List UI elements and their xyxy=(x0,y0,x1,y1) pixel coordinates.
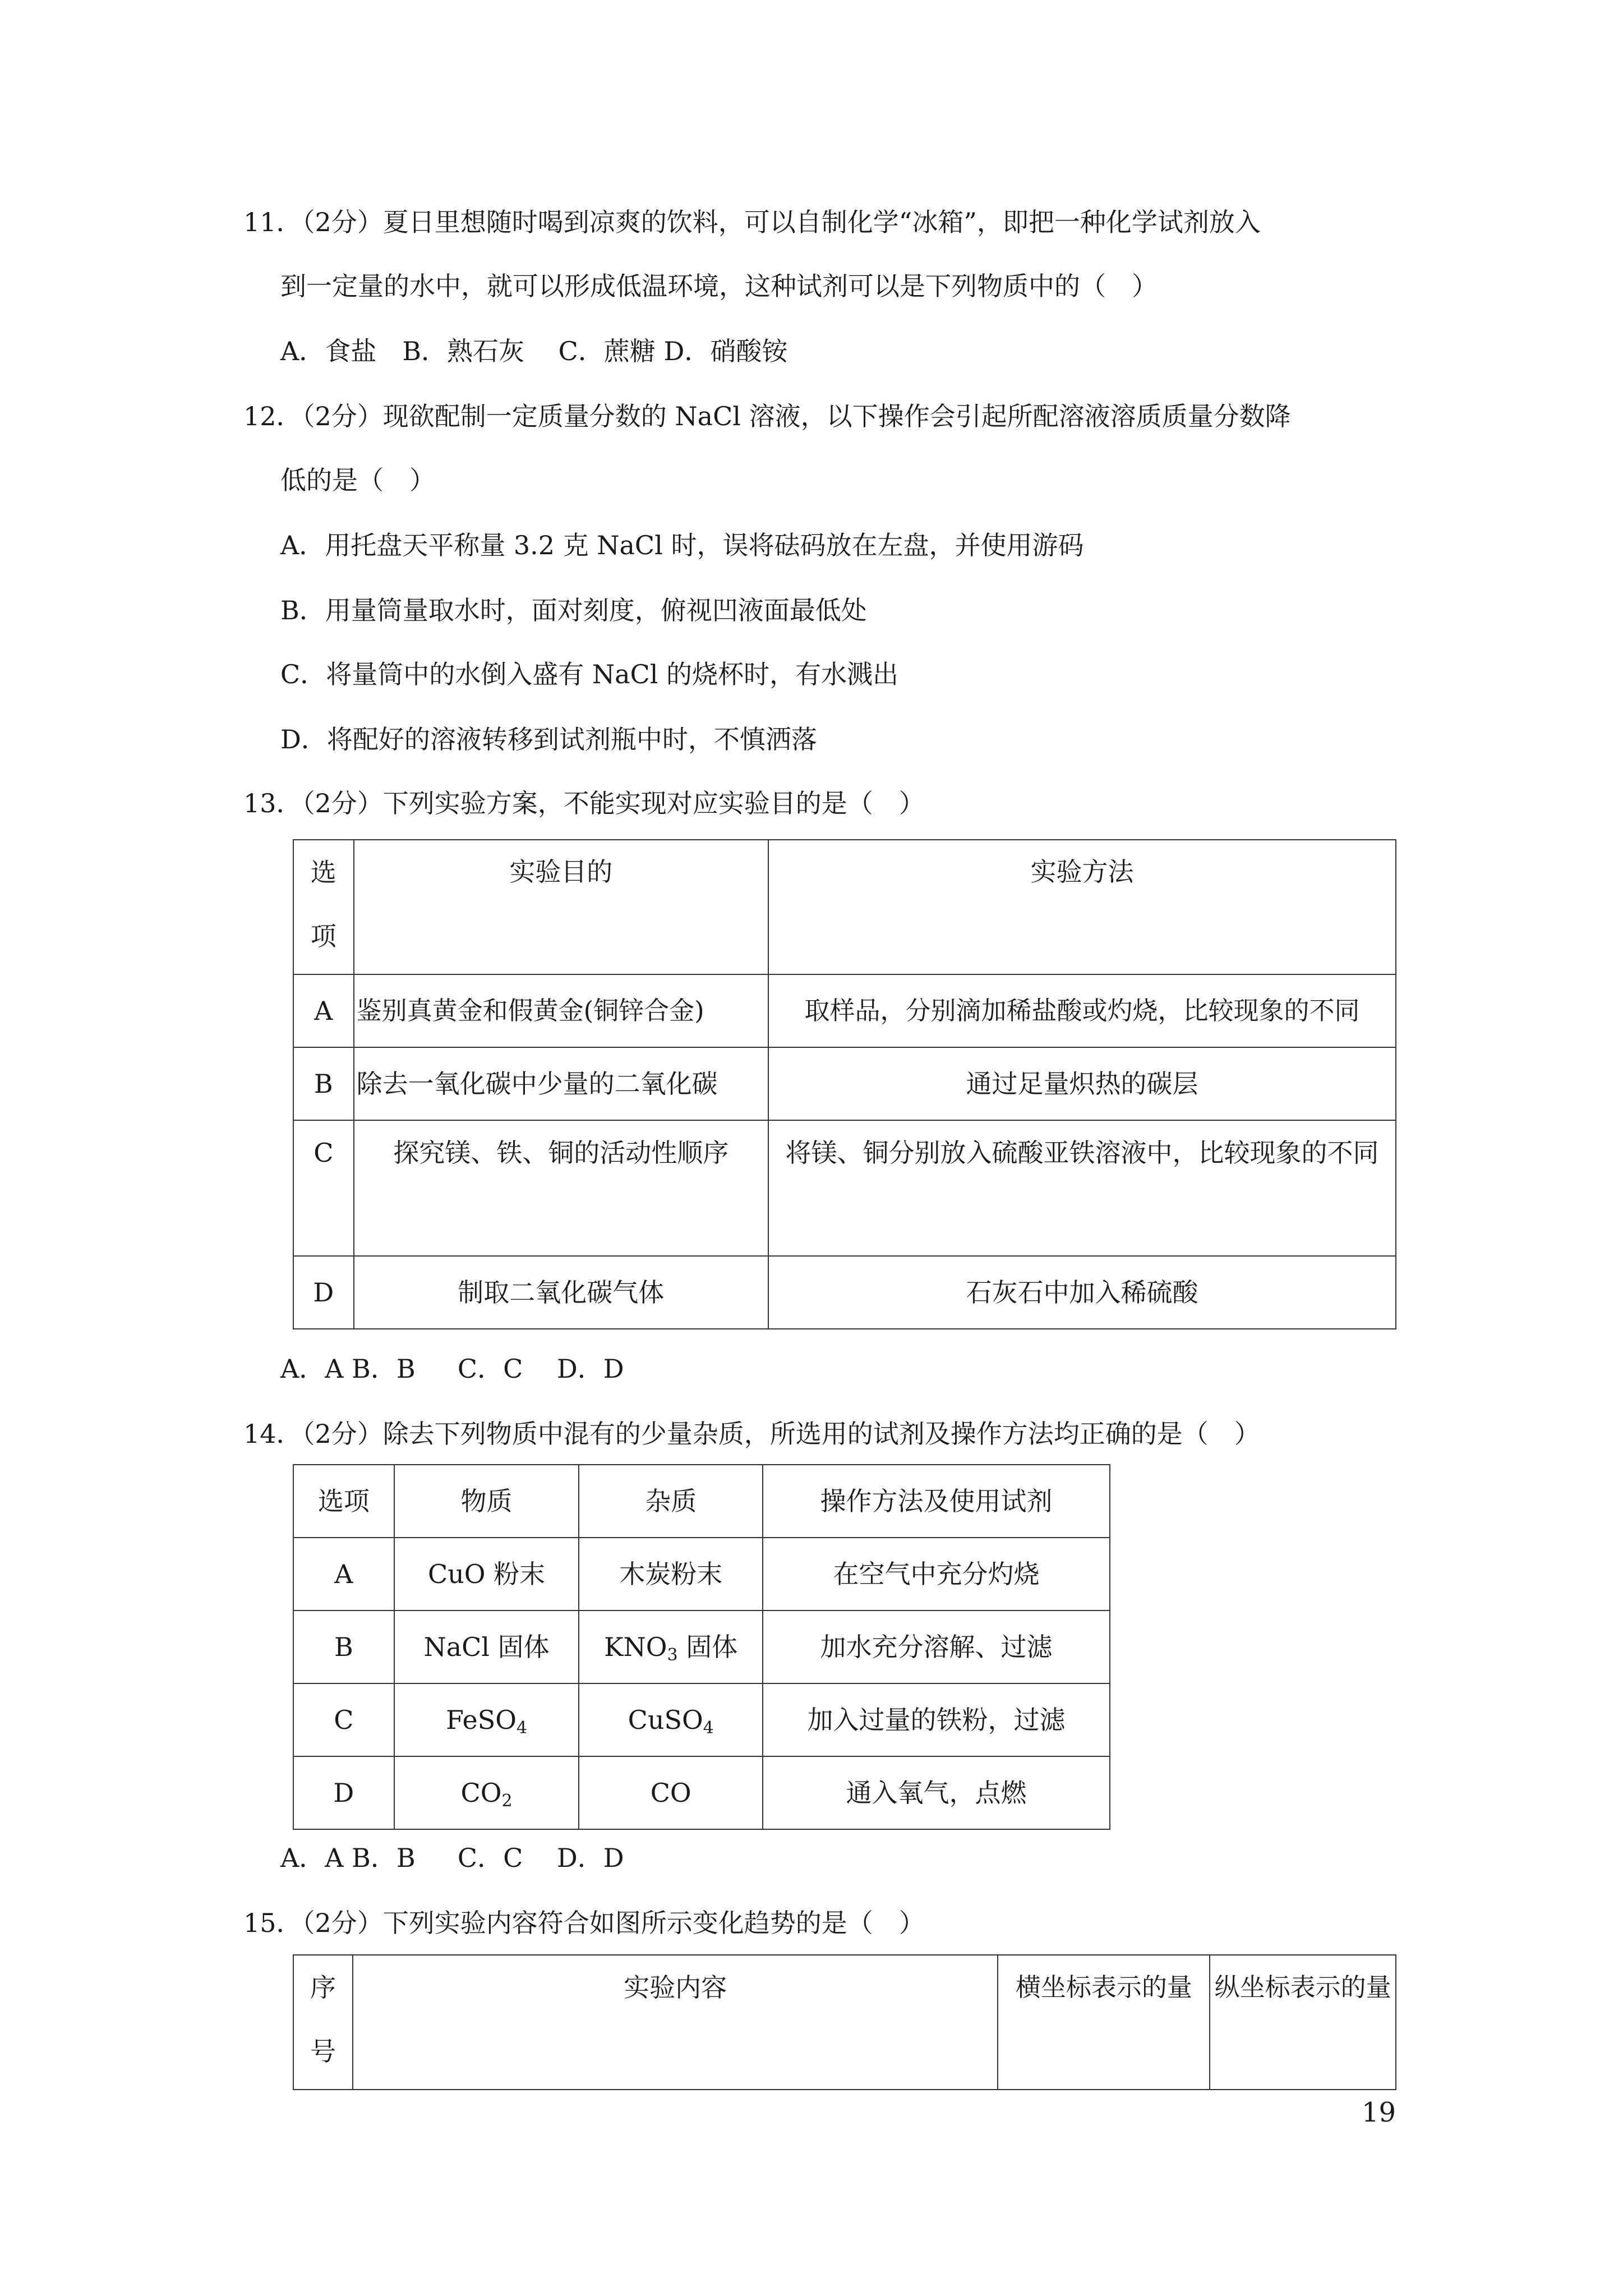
cell-option: D xyxy=(293,1256,354,1329)
q13-stem: 13．（2分）下列实验方案，不能实现对应实验目的是（ ） xyxy=(243,788,925,818)
cell-substance: CuO 粉末 xyxy=(394,1538,579,1611)
cell-purpose: 鉴别真黄金和假黄金(铜锌合金) xyxy=(354,974,768,1047)
q11-line1: 11．（2分）夏日里想随时喝到凉爽的饮料，可以自制化学“冰箱”，即把一种化学试剂放入 xyxy=(243,207,1261,237)
q15-table xyxy=(293,1954,1396,2090)
header-y-quantity: 纵坐标表示的量 xyxy=(1210,1955,1396,2090)
q13-table xyxy=(293,839,1396,1329)
header-impurity: 杂质 xyxy=(579,1465,763,1538)
table-row xyxy=(293,1756,1110,1829)
table-row xyxy=(293,1683,1110,1756)
q11-line2: 到一定量的水中，就可以形成低温环境，这种试剂可以是下列物质中的（ ） xyxy=(280,271,1158,301)
header-option: 选项 xyxy=(293,1465,394,1538)
header-purpose: 实验目的 xyxy=(354,840,768,974)
cell-option: D xyxy=(293,1756,394,1829)
cell-method: 加水充分溶解、过滤 xyxy=(763,1611,1110,1683)
q12-option-a: A．用托盘天平称量 3.2 克 NaCl 时，误将砝码放在左盘，并使用游码 xyxy=(280,530,1084,560)
cell-substance: NaCl 固体 xyxy=(394,1611,579,1683)
cell-impurity: CuSO$_4$ xyxy=(579,1683,763,1756)
cell-method: 加入过量的铁粉，过滤 xyxy=(763,1683,1110,1756)
cell-option: C xyxy=(293,1120,354,1256)
page-number: 19 xyxy=(1362,2097,1396,2128)
cell-option: B xyxy=(293,1047,354,1120)
cell-option: B xyxy=(293,1611,394,1683)
cell-substance: FeSO$_4$ xyxy=(394,1683,579,1756)
cell-impurity: $KNO_3$ 固体 xyxy=(579,1611,763,1683)
q14-options: A．A B．B C．C D．D xyxy=(280,1843,624,1873)
cell-method: 将镁、铜分别放入硫酸亚铁溶液中，比较现象的不同 xyxy=(768,1120,1396,1256)
header-method: 操作方法及使用试剂 xyxy=(763,1465,1110,1538)
header-x-quantity: 横坐标表示的量 xyxy=(998,1955,1210,2090)
header-number: 序号 xyxy=(293,1955,353,2090)
table-row xyxy=(293,1611,1110,1683)
table-row xyxy=(293,840,1396,974)
table-row xyxy=(293,1955,1396,2090)
table-row xyxy=(293,1256,1396,1329)
cell-purpose: 探究镁、铁、铜的活动性顺序 xyxy=(354,1120,768,1256)
cell-purpose: 除去一氧化碳中少量的二氧化碳 xyxy=(354,1047,768,1120)
q14-table xyxy=(293,1464,1110,1830)
q14-stem: 14．（2分）除去下列物质中混有的少量杂质，所选用的试剂及操作方法均正确的是（ ） xyxy=(243,1419,1260,1449)
cell-substance: $CO_2$ xyxy=(394,1756,579,1829)
cell-option: A xyxy=(293,974,354,1047)
header-content: 实验内容 xyxy=(353,1955,998,2090)
q12-option-c: C．将量筒中的水倒入盛有 NaCl 的烧杯时，有水溅出 xyxy=(280,659,899,689)
q12-line2: 低的是（ ） xyxy=(280,465,435,495)
cell-method: 通过足量炽热的碳层 xyxy=(768,1047,1396,1120)
header-option: 选项 xyxy=(293,840,354,974)
q11-options: A．食盐 B．熟石灰 C．蔗糖 D．硝酸铵 xyxy=(280,336,788,366)
cell-impurity: 木炭粉末 xyxy=(579,1538,763,1611)
header-substance: 物质 xyxy=(394,1465,579,1538)
cell-method: 在空气中充分灼烧 xyxy=(763,1538,1110,1611)
q13-options: A．A B．B C．C D．D xyxy=(280,1354,624,1384)
cell-impurity: CO xyxy=(579,1756,763,1829)
q12-option-d: D．将配好的溶液转移到试剂瓶中时，不慎洒落 xyxy=(280,724,817,754)
table-row xyxy=(293,1047,1396,1120)
q12-option-b: B．用量筒量取水时，面对刻度，俯视凹液面最低处 xyxy=(280,595,867,625)
table-row xyxy=(293,1120,1396,1256)
q12-line1: 12．（2分）现欲配制一定质量分数的 NaCl 溶液，以下操作会引起所配溶液溶质质量分数降 xyxy=(243,401,1291,431)
cell-method: 取样品，分别滴加稀盐酸或灼烧，比较现象的不同 xyxy=(768,974,1396,1047)
cell-option: C xyxy=(293,1683,394,1756)
table-row xyxy=(293,1538,1110,1611)
cell-method: 通入氧气，点燃 xyxy=(763,1756,1110,1829)
header-method: 实验方法 xyxy=(768,840,1396,974)
table-row xyxy=(293,974,1396,1047)
cell-method: 石灰石中加入稀硫酸 xyxy=(768,1256,1396,1329)
cell-option: A xyxy=(293,1538,394,1611)
q15-stem: 15．（2分）下列实验内容符合如图所示变化趋势的是（ ） xyxy=(243,1908,925,1938)
table-row xyxy=(293,1465,1110,1538)
cell-purpose: 制取二氧化碳气体 xyxy=(354,1256,768,1329)
